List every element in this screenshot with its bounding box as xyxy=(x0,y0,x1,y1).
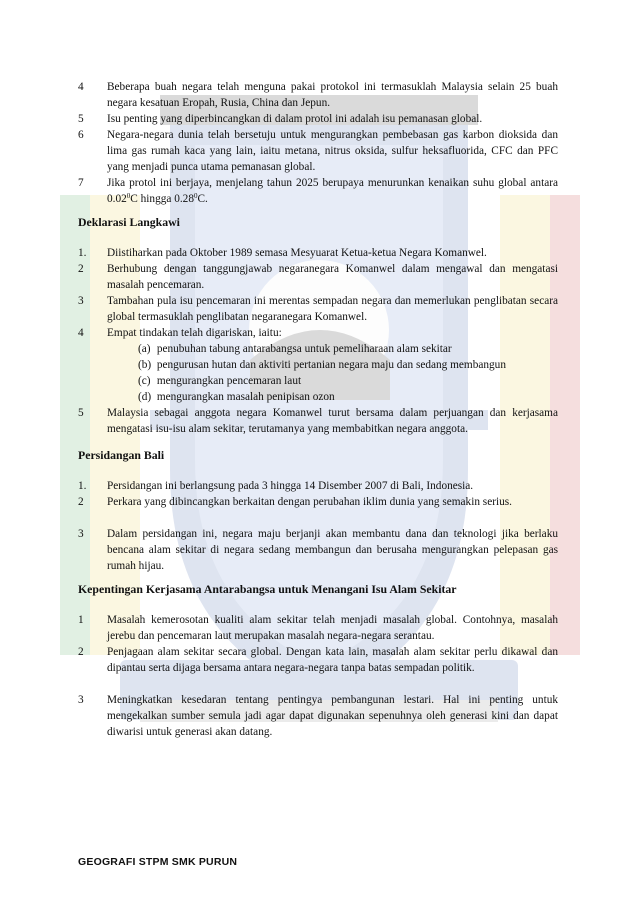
list-number: 5 xyxy=(78,113,84,125)
list-number: 6 xyxy=(78,129,84,141)
list-number: 4 xyxy=(78,327,84,339)
list-text: Meningkatkan kesedaran tentang pentingya pembangunan lestari. Hal ini penting untuk mengekalkan sumber semula jadi agar dapat digunakan sepenuhnya oleh generasi kini dan dapat diwarisi untuk generasi akan datang. xyxy=(107,694,558,738)
sub-list-item xyxy=(138,357,506,373)
sub-list-label: (b) xyxy=(138,359,152,371)
list-number: 5 xyxy=(78,407,84,419)
page-footer: GEOGRAFI STPM SMK PURUN xyxy=(78,856,238,868)
sub-list-label: (c) xyxy=(138,375,151,387)
sub-list-label: (d) xyxy=(138,391,152,403)
list-text: Malaysia sebagai anggota negara Komanwel turut bersama dalam perjuangan dan kerjasama mengatasi isu-isu alam sekitar, terutamanya yang membabitkan negara anggota. xyxy=(107,407,558,435)
list-text: Penjagaan alam sekitar secara global. Dengan kata lain, masalah alam sekitar perlu dikawal dan dipantau serta dijaga bersama antara negara-negara tanpa batas sempadan politik. xyxy=(107,646,558,674)
list-text: Masalah kemerosotan kualiti alam sekitar telah menjadi masalah global. Contohnya, masalah jerebu dan pencemaran laut merupakan masalah negara-negara serantau. xyxy=(107,614,558,642)
list-text: Empat tindakan telah digariskan, iaitu: xyxy=(107,327,282,339)
section-heading: Kepentingan Kerjasama Antarabangsa untuk Menangani Isu Alam Sekitar xyxy=(78,582,457,596)
list-number: 1. xyxy=(78,247,87,259)
list-text: Tambahan pula isu pencemaran ini merentas sempadan negara dan memerlukan penglibatan secara global termasuklah penglibatan negaranegara Komanwel. xyxy=(107,295,558,323)
sub-list-text: mengurangkan pencemaran laut xyxy=(156,375,302,387)
list-text: Perkara yang dibincangkan berkaitan dengan perubahan iklim dunia yang semakin serius. xyxy=(107,496,512,508)
list-text: Berhubung dengan tanggungjawab negaranegara Komanwel dalam mengawal dan mengatasi masalah pencemaran. xyxy=(107,263,558,291)
sub-list-item xyxy=(138,389,335,405)
list-number: 1. xyxy=(78,480,87,492)
list-number: 3 xyxy=(78,528,84,540)
list-number: 2 xyxy=(78,263,84,275)
list-text: Beberapa buah negara telah menguna pakai protokol ini termasuklah Malaysia selain 25 buah negara kesatuan Eropah, Rusia, China dan Jepun. xyxy=(107,81,558,109)
list-number: 4 xyxy=(78,81,84,93)
section-heading: Deklarasi Langkawi xyxy=(78,215,180,229)
list-text: Dalam persidangan ini, negara maju berjanji akan membantu dana dan teknologi jika berlaku bencana alam sekitar di negara sedang membangun dan berusaha mengurangkan pelepasan gas rumah hijau. xyxy=(107,528,558,572)
sub-list-text: penubuhan tabung antarabangsa untuk pemeliharaan alam sekitar xyxy=(156,343,452,355)
list-number: 1 xyxy=(78,614,84,626)
list-text: Diistiharkan pada Oktober 1989 semasa Mesyuarat Ketua-ketua Negara Komanwel. xyxy=(107,247,487,259)
list-number: 3 xyxy=(78,694,84,706)
sub-list-item xyxy=(138,341,452,357)
list-text: Isu penting yang diperbincangkan di dalam protol ini adalah isu pemanasan global. xyxy=(107,113,483,125)
sub-list-text: mengurangkan masalah penipisan ozon xyxy=(156,391,335,403)
section-heading: Persidangan Bali xyxy=(78,448,165,462)
list-number: 2 xyxy=(78,496,84,508)
list-number: 3 xyxy=(78,295,84,307)
list-number: 2 xyxy=(78,646,84,658)
list-number: 7 xyxy=(78,177,84,189)
list-text: Persidangan ini berlangsung pada 3 hingga 14 Disember 2007 di Bali, Indonesia. xyxy=(107,480,474,492)
list-text: Jika protol ini berjaya, menjelang tahun 2025 berupaya menurunkan kenaikan suhu global antara 0.02$^0$C hingga 0.28$^0$C. xyxy=(107,177,558,205)
sub-list-label: (a) xyxy=(138,343,151,355)
sub-list-item xyxy=(138,373,301,389)
list-text: Negara-negara dunia telah bersetuju untuk mengurangkan pembebasan gas karbon dioksida dan lima gas rumah kaca yang lain, iaitu metana, nitrus oksida, sulfur heksafluorida, CFC dan PFC yang menjadi punca utama pemanasan global. xyxy=(107,129,558,173)
sub-list-text: pengurusan hutan dan aktiviti pertanian negara maju dan sedang membangun xyxy=(156,359,506,371)
